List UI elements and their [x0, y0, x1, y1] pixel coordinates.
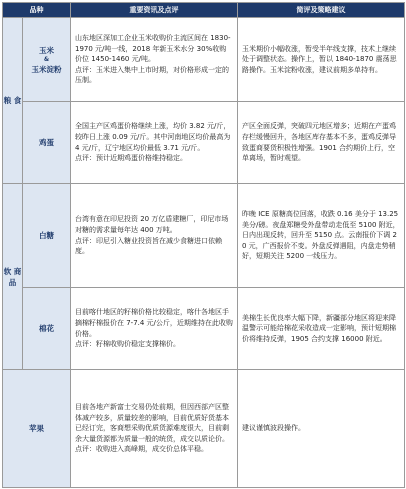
news-text: 目前喀什地区的籽棉价格比较稳定，喀什各地区手摘棉籽棉报价在 7-7.4 元/公斤，近期维持在此收购价格。 点评：籽棉收购价稳定支撑棉价。	[75, 308, 233, 349]
variety-corn-label: 玉米	[39, 45, 54, 55]
strategy-text: 玉米期价小幅收涨，暂受半年线支撑，技术上继续处于调整状态。操作上，暂以 1840-1870 震荡思路操作。玉米淀粉收涨，建议前期多单持有。	[242, 44, 397, 74]
variety-corn	[23, 18, 71, 102]
news-cell	[71, 288, 238, 370]
sector-grain: 粮 食	[3, 18, 23, 184]
table-row	[3, 288, 405, 370]
news-text: 台湾有意在印尼投资 20 万亿盾建糖厂，印尼市场对糖的需求量每年达 400 万吨。 点评：印尼引入糖业投资旨在减少食糖进口依赖度。	[75, 215, 229, 256]
table-row	[3, 184, 405, 288]
news-text: 目前各地产新富士交易仍处前期，但因西部产区整体减产较多，质量较差的影响，目前优质好货基本已经订完，客商想采购优质货源难度很大，目前剩余大量货源都为质量一般的统货，成交以质论价。 点评：收购进入高峰期，成交价总体平稳。	[75, 403, 229, 454]
header-news: 重要资讯及点评	[71, 3, 238, 18]
table-row	[3, 370, 405, 488]
variety-cotton: 棉花	[23, 288, 71, 370]
news-cell	[71, 18, 238, 102]
news-cell	[71, 184, 238, 288]
futures-commentary-table	[2, 2, 405, 488]
table-row	[3, 18, 405, 102]
variety-apple: 苹果	[3, 370, 71, 488]
strategy-cell	[238, 18, 405, 102]
strategy-cell	[238, 288, 405, 370]
sector-soft-commodities: 软 商 品	[3, 184, 23, 370]
variety-egg: 鸡蛋	[23, 102, 71, 184]
strategy-cell	[238, 184, 405, 288]
strategy-text: 昨晚 ICE 原糖高位回落，收跌 0.16 美分于 13.25 美分/磅。夜盘郑糖受外盘带动走低至 5100 附近，日内出现反转，回升至 5150 点。云南报价下调 20 元，广西报价不变。外盘反弹遇阻，内盘走势稍好，短期关注 5200 一线压力。	[242, 210, 400, 261]
strategy-text: 产区全面反弹，突破四元地区增多；近期在产蛋鸡存栏缓慢回升，各地区库存基本不多，蛋鸡反弹导致蛋商要货积极性增强。1901 合约期价上行，空单离场，暂时观望。	[242, 122, 396, 163]
strategy-cell	[238, 102, 405, 184]
variety-sugar: 白糖	[23, 184, 71, 288]
strategy-cell	[238, 370, 405, 488]
news-text: 全国主产区鸡蛋价格继续上涨，均价 3.82 元/斤，较昨日上涨 0.09 元/斤。其中河南地区均价最高为 4 元/斤，辽宁地区均价最低 3.71 元/斤。 点评：预计近期鸡蛋价格维持稳定。	[75, 122, 231, 163]
variety-ampersand: &	[43, 55, 50, 63]
news-text: 山东地区深加工企业玉米收购价主流区间在 1830-1970 元/吨一线，2018 年新玉米水分 30%收购价位 1450-1460 元/吨。 点评：玉米进入集中上市时期，对价格形成一定的压制。	[75, 34, 231, 85]
table-header-row	[3, 3, 405, 18]
strategy-text: 美棉生长优良率大幅下降，新疆部分地区将迎来降温警示可能给棉花采收造成一定影响，预计短期棉价将维持反弹，1905 合约支撑 16000 附近。	[242, 313, 396, 343]
news-cell	[71, 370, 238, 488]
strategy-text: 建议谨慎波段操作。	[242, 424, 305, 433]
header-variety: 品种	[3, 3, 71, 18]
news-cell	[71, 102, 238, 184]
table-row	[3, 102, 405, 184]
variety-cornstarch-label: 玉米淀粉	[31, 64, 62, 74]
header-strategy: 简评及策略建议	[238, 3, 405, 18]
